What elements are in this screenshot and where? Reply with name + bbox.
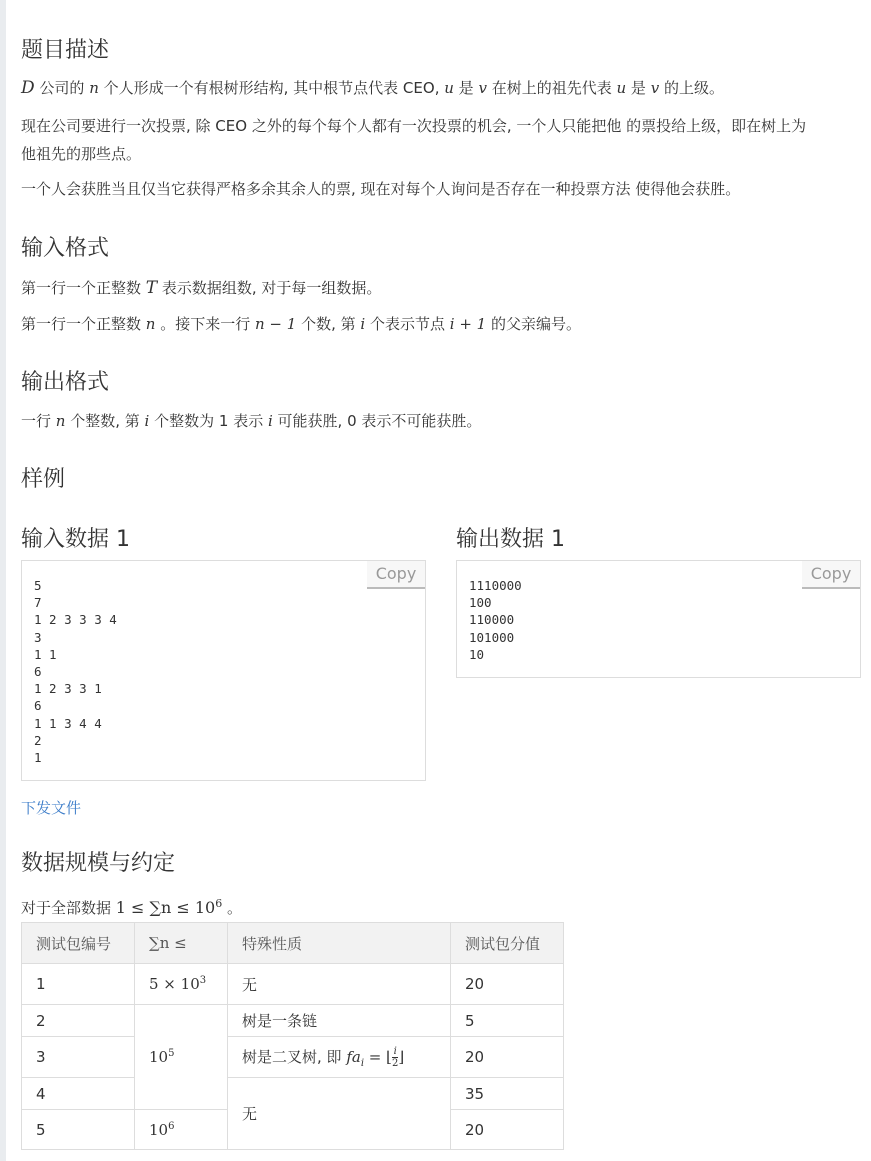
table-header-row — [22, 923, 564, 964]
cell-score: 20 — [451, 1110, 564, 1150]
cell-score: 20 — [451, 1037, 564, 1078]
cell-limit: $10^6$ — [135, 1110, 228, 1150]
copy-input-button[interactable]: Copy — [367, 561, 425, 589]
cell-limit: $10^5$ — [135, 1005, 228, 1110]
description-p3: 一个人会获胜当且仅当它获得严格多余其余人的票, 现在对每个人询问是否存在一种投票方法 使得他会获胜。 — [21, 180, 741, 198]
sample-input-text: 5 7 1 2 3 3 3 4 3 1 1 6 1 2 3 3 1 6 1 1 3 4 4 2 1 — [34, 578, 117, 766]
header-subtask-id: 测试包编号 — [22, 923, 135, 964]
input-format-p1: 第一行一个正整数 T 表示数据组数, 对于每一组数据。 — [21, 278, 382, 298]
output-format-p1: 一行 n 个整数, 第 i 个整数为 1 表示 i 可能获胜, 0 表示不可能获胜。 — [21, 412, 482, 430]
cell-id: 2 — [22, 1005, 135, 1037]
description-p1: D 公司的 n 个人形成一个有根树形结构, 其中根节点代表 CEO, u 是 v 在树上的祖先代表 u 是 v 的上级。 — [21, 78, 724, 98]
cell-id: 3 — [22, 1037, 135, 1078]
cell-property: 无 — [228, 1078, 451, 1150]
header-score: 测试包分值 — [451, 923, 564, 964]
cell-id: 5 — [22, 1110, 135, 1150]
cell-property: 无 — [228, 964, 451, 1005]
sample-input-title: 输入数据 1 — [21, 527, 130, 552]
cell-score: 35 — [451, 1078, 564, 1110]
cell-property: 树是一条链 — [228, 1005, 451, 1037]
table-row — [22, 964, 564, 1005]
cell-id: 1 — [22, 964, 135, 1005]
cell-property: 树是二叉树, 即 $fa_i$ = ⌊ $\frac{i}{2}$ ⌋ — [228, 1037, 451, 1078]
input-format-p2: 第一行一个正整数 n 。接下来一行 n − 1 个数, 第 i 个表示节点 i + 1 的父亲编号。 — [21, 315, 581, 333]
table-row — [22, 1037, 564, 1078]
sample-output-title: 输出数据 1 — [456, 527, 565, 552]
input-format-heading: 输入格式 — [21, 236, 110, 261]
cell-id: 4 — [22, 1078, 135, 1110]
cell-limit: $5 \times 10^3$ — [135, 964, 228, 1005]
description-p2-line1: 现在公司要进行一次投票, 除 CEO 之外的每个每个人都有一次投票的机会, 一个人只能把他 的票投给上级，即在树上为 — [21, 117, 807, 135]
cell-score: 5 — [451, 1005, 564, 1037]
left-border — [0, 0, 6, 1161]
constraints-heading: 数据规模与约定 — [21, 851, 176, 876]
subtask-table — [21, 922, 564, 1150]
output-format-heading: 输出格式 — [21, 370, 110, 395]
sample-output-box — [456, 560, 861, 678]
samples-heading: 样例 — [21, 467, 66, 492]
description-heading: 题目描述 — [21, 38, 110, 63]
fraction: $\frac{i}{2}$ — [391, 1045, 399, 1069]
constraints-intro: 对于全部数据 $1 \le \sum n \le 10^6$ 。 — [21, 897, 242, 917]
table-row — [22, 1078, 564, 1110]
sample-input-box — [21, 560, 426, 781]
download-files-link[interactable]: 下发文件 — [21, 799, 82, 817]
description-p2-line2: 他祖先的那些点。 — [21, 145, 142, 163]
table-row — [22, 1005, 564, 1037]
sample-output-text: 1110000 100 110000 101000 10 — [469, 578, 522, 662]
header-property: 特殊性质 — [228, 923, 451, 964]
copy-output-button[interactable]: Copy — [802, 561, 860, 589]
cell-score: 20 — [451, 964, 564, 1005]
header-sum-n: ∑n ≤ — [135, 923, 228, 964]
